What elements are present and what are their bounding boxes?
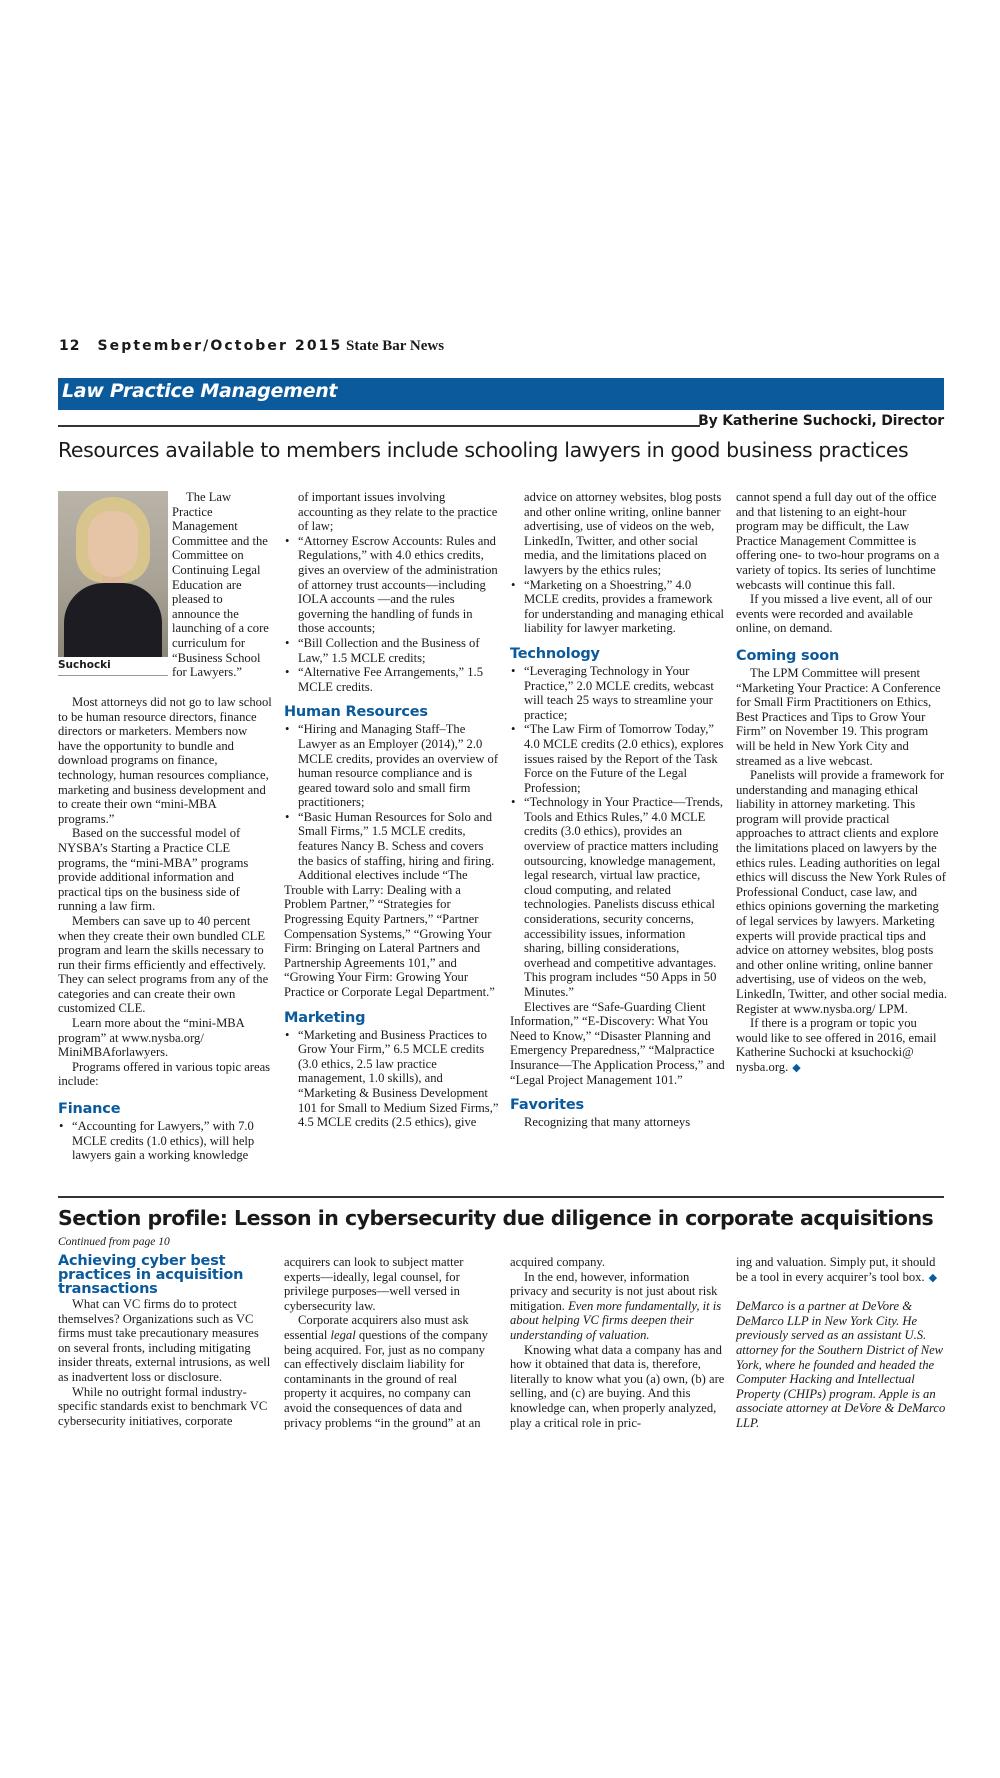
byline-rule <box>58 425 700 427</box>
section-profile-title: Section profile: Lesson in cybersecurity due diligence in corporate acquisitions <box>58 1206 934 1230</box>
section-banner-title: Law Practice Management <box>62 380 338 402</box>
list-item: • “Accounting for Lawyers,” with 7.0 MCLE credits (1.0 ethics), will help lawyers gain a working knowledge <box>58 1119 274 1163</box>
paragraph: Panelists will provide a framework for understanding and managing ethical liability in attorney marketing. This program will provide practical approaches to attract clients and explore the limitations placed on lawyers by the ethics rules. Leading authorities on legal ethics will discuss the New York Rules of Professional Conduct, case law, and ethics opinions governing the marketing of legal services by lawyers. Marketing experts will provide practical tips and advice on attorney websites, blog posts and other online writing, online banner advertising, use of videos on the web, LinkedIn, Twitter, and other social media. Register at www.nysba.org/ LPM. <box>736 768 948 1016</box>
paragraph: Additional electives include “The Trouble with Larry: Dealing with a Problem Partner,” “Strategies for Progressing Equity Partners,” “Partner Compensation Systems,” “Growing Your Firm: Bringing on Lateral Partners and Partnership Agreements 101,” and “Growing Your Firm: Growing Your Practice or Corporate Legal Department.” <box>284 868 495 999</box>
list-item: • “Attorney Escrow Accounts: Rules and Regulations,” with 4.0 ethics credits, gives an overview of the administration of attorney trust accounts—including IOLA accounts —and the rules governing the handling of funds in those accounts; <box>284 534 500 636</box>
section-rule <box>58 1196 944 1198</box>
finance-heading: Finance <box>58 1101 121 1118</box>
paragraph: The LPM Committee will present “Marketing Your Practice: A Conference for Small Firm Practitioners on Ethics, Best Practices and Tips to Grow Your Firm” on November 19. This program will be held in New York City and streamed as a live webcast. <box>736 665 941 768</box>
list-item: • “Hiring and Managing Staff–The Lawyer as an Employer (2014),” 2.0 MCLE credits, provides an overview of human resource compliance and is geared toward solo and small firm practitioners; <box>284 722 500 810</box>
paragraph: Recognizing that many attorneys <box>524 1115 691 1130</box>
byline: By Katherine Suchocki, Director <box>698 413 944 429</box>
end-mark-icon: ◆ <box>928 1271 938 1284</box>
paragraph: Most attorneys did not go to law school to be human resource directors, finance directors or marketers. Members now have the opportunity to bundle and download programs on finance, technology, human resources compliance, marketing and business development and to create their own “mini-MBA programs.” <box>58 695 272 826</box>
paragraph-continued: acquirers can look to subject matter experts—ideally, legal counsel, for privilege purposes—well versed in cybersecurity law. <box>284 1255 464 1313</box>
article-headline: Resources available to members include schooling lawyers in good business practices <box>58 438 909 462</box>
author-bio: DeMarco is a partner at DeVore & DeMarco LLP in New York City. He previously served as an assistant U.S. attorney for the Southern District of New York, where he founded and headed the Computer Hacking and Intellectual Property (CHIPs) program. Apple is an associate attorney at DeVore & DeMarco LLP. <box>736 1299 946 1430</box>
emphasis: Even more fundamentally, it is about helping VC firms deepen their understanding of valuation. <box>510 1298 722 1342</box>
profile-column-4 <box>736 1255 948 1431</box>
list-item: • “The Law Firm of Tomorrow Today,” 4.0 MCLE credits (2.0 ethics), explores issues raised by the Report of the Task Force on the Future of the Legal Profession; <box>510 722 726 795</box>
paragraph: While no outright formal industry-specific standards exist to benchmark VC cybersecurity initiatives, corporate <box>58 1384 268 1428</box>
column-4 <box>736 490 948 1076</box>
technology-list <box>510 664 726 1000</box>
end-mark-icon: ◆ <box>792 1061 801 1074</box>
publication-name: State Bar News <box>346 338 445 354</box>
list-item: • “Technology in Your Practice—Trends, Tools and Ethics Rules,” 4.0 MCLE credits (3.0 ethics), provides an overview of practice matters including outsourcing, knowledge management, legal research, virtual law practice, cloud computing, and related technologies. Panelists discuss ethical considerations, security concerns, accessibility issues, information sharing, billing considerations, overhead and competitive advantages. This program includes “50 Apps in 50 Minutes.” <box>510 795 726 999</box>
profile-column-3 <box>510 1255 726 1430</box>
paragraph: Electives are “Safe-Guarding Client Information,” “E-Discovery: What You Need to Know,” “Disaster Planning and Emergency Preparedness,” “Malpractice Insurance—The Application Process,” and “Legal Project Management 101.” <box>510 999 725 1087</box>
profile-subheading: Achieving cyber best practices in acquisition transactions <box>58 1253 244 1297</box>
photo-body <box>64 583 162 657</box>
list-item: • “Alternative Fee Arrangements,” 1.5 MCLE credits. <box>284 665 500 694</box>
profile-column-2 <box>284 1255 500 1430</box>
paragraph: Learn more about the “mini-MBA program” at www.nysba.org/ MiniMBAforlawyers. <box>58 1016 245 1060</box>
folio <box>59 338 342 354</box>
column-1 <box>58 695 274 1163</box>
paragraph-continued: acquired company. <box>510 1255 605 1269</box>
technology-heading: Technology <box>510 645 600 662</box>
issue-date: September/October 2015 <box>97 338 343 354</box>
column-2 <box>284 490 500 1130</box>
finance-list-continued <box>284 534 500 695</box>
page-number: 12 <box>59 338 81 354</box>
section-banner <box>58 378 944 410</box>
paragraph-text: If there is a program or topic you would like to see offered in 2016, email Katherine Suchocki at ksuchocki@ nysba.org. <box>736 1016 937 1074</box>
marketing-heading: Marketing <box>284 1009 366 1026</box>
paragraph: Members can save up to 40 percent when they create their own bundled CLE program and learn the skills necessary to run their firms efficiently and effectively. They can select programs from any of the categories and can create their own customized CLE. <box>58 913 269 1016</box>
paragraph: If you missed a live event, all of our events were recorded and available online, on demand. <box>736 592 933 636</box>
list-item-continued: advice on attorney websites, blog posts and other online writing, online banner advertising, use of videos on the web, LinkedIn, Twitter, and other social media, and the limitations placed on lawyers by the ethics rules; <box>524 490 722 577</box>
list-item: • “Marketing and Business Practices to Grow Your Firm,” 6.5 MCLE credits (3.0 ethics, 2.5 law practice management, 1.0 skills), and “Marketing & Business Development 101 for Small to Medium Sized Firms,” 4.5 MCLE credits (2.5 ethics), give <box>284 1028 500 1130</box>
paragraph <box>736 1016 948 1075</box>
list-item-continued: of important issues involving accounting as they relate to the practice of law; <box>298 490 498 534</box>
photo-face <box>88 511 138 577</box>
list-item: • “Basic Human Resources for Solo and Small Firms,” 1.5 MCLE credits, features Nancy B. Schess and covers the basics of staffing, hiring and firing. <box>284 810 500 868</box>
human-resources-list <box>284 722 500 868</box>
photo-caption: Suchocki <box>58 659 111 671</box>
text: questions of the company being acquired. For, just as no company can effectively disclaim liability for contaminants in the ground of real property it acquires, no company can avoid the consequences of data and privacy problems “in the ground” at an <box>284 1327 488 1430</box>
paragraph <box>510 1270 726 1343</box>
text: In the end, however, information privacy and security is not just about risk mitigation. <box>510 1269 718 1313</box>
paragraph: Programs offered in various topic areas include: <box>58 1059 271 1089</box>
paragraph: Based on the successful model of NYSBA’s Starting a Practice CLE programs, the “mini-MBA” programs provide additional information and practical tips on the business side of running a law firm. <box>58 826 249 914</box>
marketing-list <box>284 1028 500 1130</box>
list-item: • “Bill Collection and the Business of Law,” 1.5 MCLE credits; <box>284 636 500 665</box>
author-photo <box>58 491 168 657</box>
emphasis: legal <box>330 1327 356 1342</box>
paragraph: Knowing what data a company has and how it obtained that data is, therefore, literally to know what you (a) own, (b) are selling, and (c) are buying. And this knowledge can, when properly analyzed, play a critical role in pric- <box>510 1342 725 1430</box>
list-item: • “Leveraging Technology in Your Practice,” 2.0 MCLE credits, webcast will teach 25 ways to streamline your practice; <box>510 664 726 722</box>
marketing-list-continued <box>510 578 726 636</box>
human-resources-heading: Human Resources <box>284 704 428 721</box>
caption-rule <box>58 675 168 676</box>
text: ing and valuation. Simply put, it should be a tool in every acquirer’s tool box. <box>736 1255 936 1284</box>
intro-paragraph <box>172 490 274 680</box>
intro-text: The Law Practice Management Committee and the Committee on Continuing Legal Education are pleased to announce the launching of a core curriculum for “Business School for Lawyers.” <box>172 490 269 680</box>
paragraph: What can VC firms do to protect themselves? Organizations such as VC firms must take precautionary measures on several fronts, including mitigating insider threats, external intrusions, as well as inadvertent loss or disclosure. <box>58 1297 271 1384</box>
coming-soon-heading: Coming soon <box>736 647 840 664</box>
paragraph-continued <box>736 1255 948 1285</box>
column-3 <box>510 490 726 1130</box>
favorites-heading: Favorites <box>510 1097 584 1114</box>
list-item: • “Marketing on a Shoestring,” 4.0 MCLE credits, provides a framework for understanding and managing ethical liability for lawyer marketing. <box>510 578 726 636</box>
continued-note: Continued from page 10 <box>58 1236 170 1248</box>
profile-column-1 <box>58 1254 274 1428</box>
paragraph <box>284 1313 500 1430</box>
text: Corporate acquirers also must ask essential <box>284 1313 469 1342</box>
paragraph-continued: cannot spend a full day out of the office and that listening to an eight-hour program may be difficult, the Law Practice Management Committee is offering one- to two-hour programs on a variety of topics. Its series of lunchtime webcasts will continue this fall. <box>736 490 940 592</box>
finance-list <box>58 1119 274 1163</box>
